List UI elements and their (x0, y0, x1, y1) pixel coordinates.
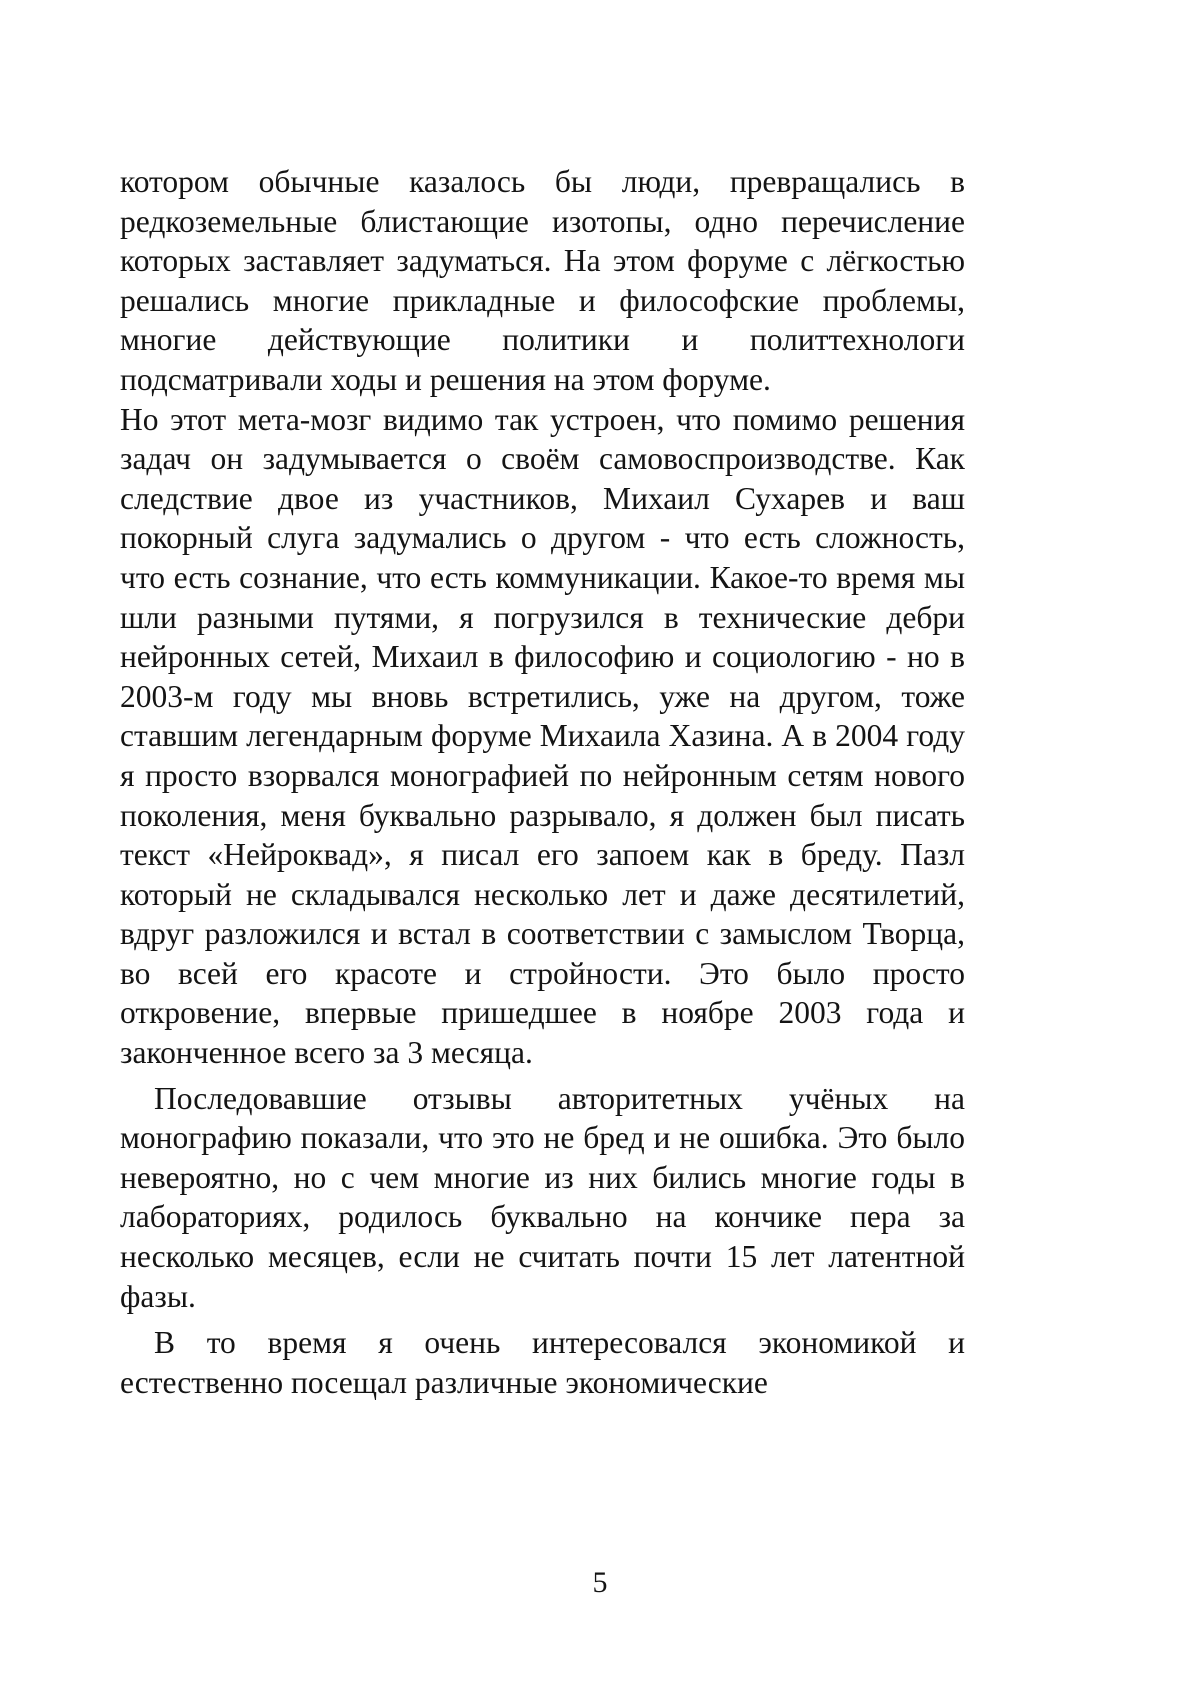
paragraph-economics: В то время я очень интересовался экономикой и естественно посещал различные экономические (120, 1325, 965, 1400)
paragraph-reviews: Последовавшие отзывы авторитетных учёных на монографию показали, что это не бред и не ошибка. Это было невероятно, но с чем многие из них бились многие годы в лабораториях, родилось буквально на кончике пера за несколько месяцев, если не считать почти 15 лет латентной фазы. (120, 1080, 965, 1314)
paragraph-continuation: котором обычные казалось бы люди, превращались в редкоземельные блистающие изотопы, одно перечисление которых заставляет задуматься. На этом форуме с лёгкостью решались многие прикладные и философские проблемы, многие действующие политики и политтехнологи подсматривали ходы и решения на этом форуме. (120, 164, 965, 397)
page-number: 5 (592, 1566, 608, 1599)
body-text (120, 162, 965, 1402)
paragraph-meta-brain: Но этот мета-мозг видимо так устроен, что помимо решения задач он задумывается о своём самовоспроизводстве. Как следствие двое из участников, Михаил Сухарев и ваш покорный слуга задумались о другом - что есть сложность, что есть сознание, что есть коммуникации. Какое-то время мы шли разными путями, я погрузился в технические дебри нейронных сетей, Михаил в философию и социологию - но в 2003-м году мы вновь встретились, уже на другом, тоже ставшим легендарным форуме Михаила Хазина. А в 2004 году я просто взорвался монографией по нейронным сетям нового поколения, меня буквально разрывало, я должен был писать текст «Нейроквад», я писал его запоем как в бреду. Пазл который не складывался несколько лет и даже десятилетий, вдруг разложился и встал в соответствии с замыслом Творца, во всей его красоте и стройности. Это было просто откровение, впервые пришедшее в ноябре 2003 года и законченное всего за 3 месяца. (120, 401, 965, 1071)
